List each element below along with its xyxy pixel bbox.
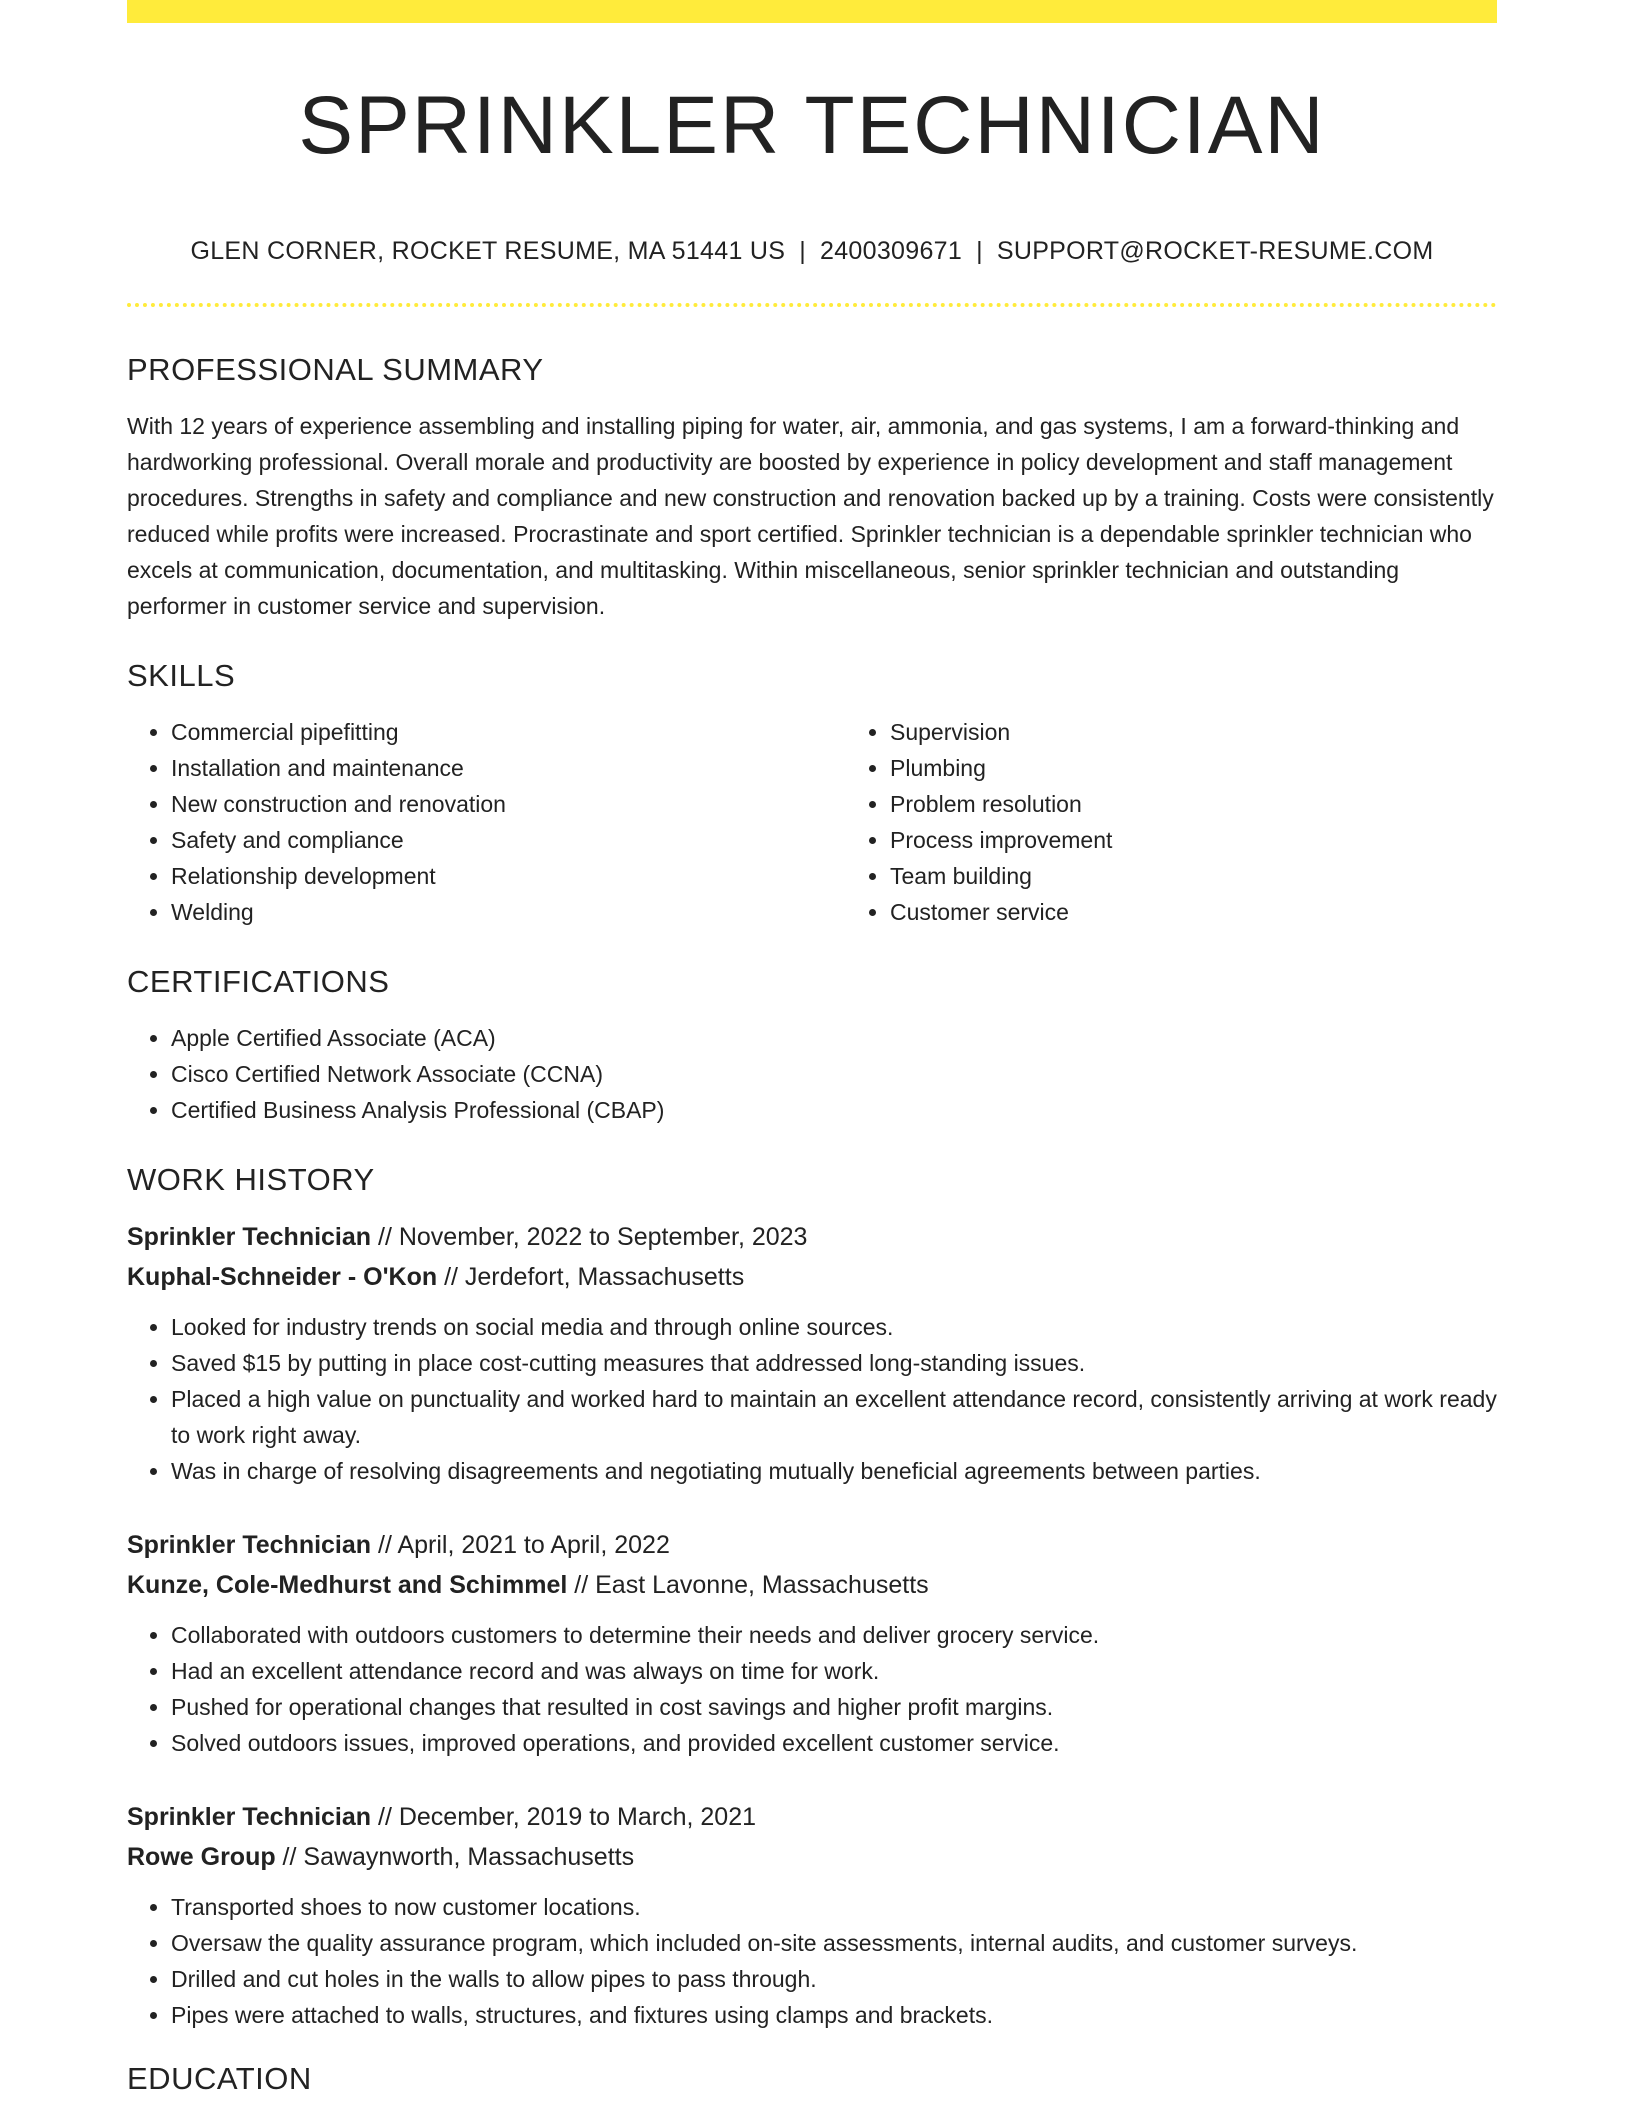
job-bullet: • Drilled and cut holes in the walls to allow pipes to pass through.	[171, 1961, 1497, 1997]
job-company: Kunze, Cole-Medhurst and Schimmel	[127, 1571, 568, 1599]
job-location: // East Lavonne, Massachusetts	[567, 1571, 929, 1599]
job-bullet: • Was in charge of resolving disagreements and negotiating mutually beneficial agreements between parties.	[171, 1453, 1497, 1489]
resume-name: SPRINKLER TECHNICIAN	[298, 80, 1326, 171]
contact-separator: |	[976, 237, 983, 265]
skills-list-left	[127, 714, 846, 930]
contact-phone[interactable]: 2400309671	[820, 237, 963, 265]
job-location: // Sawaynworth, Massachusetts	[275, 1843, 635, 1871]
contact-email[interactable]: SUPPORT@ROCKET-RESUME.COM	[996, 237, 1434, 265]
skill-item: • Problem resolution	[890, 786, 1565, 822]
certifications-list	[127, 1020, 1497, 1128]
job-bullet: • Pushed for operational changes that resulted in cost savings and higher profit margins.	[171, 1689, 1497, 1725]
section-title-work-history: WORK HISTORY	[127, 1162, 375, 1197]
job-role: Sprinkler Technician	[127, 1531, 372, 1559]
contact-address: GLEN CORNER, ROCKET RESUME, MA 51441 US	[190, 237, 786, 265]
job-entry	[127, 1525, 1497, 1761]
job-company: Rowe Group	[127, 1843, 276, 1871]
summary-text: With 12 years of experience assembling and installing piping for water, air, ammonia, and gas systems, I am a forward-thinking and hardworking professional. Overall morale and productivity are boosted by experience in policy development and staff management procedures. Strengths in safety and compliance and new construction and renovation backed up by a training. Costs were consistently reduced while profits were increased. Procrastinate and sport certified. Sprinkler technician is a dependable sprinkler technician who excels at communication, documentation, and multitasking. Within miscellaneous, senior sprinkler technician and outstanding performer in customer service and supervision.	[127, 413, 1494, 619]
skill-item: • New construction and renovation	[171, 786, 846, 822]
job-role-line	[127, 1525, 1497, 1565]
skill-item: • Installation and maintenance	[171, 750, 846, 786]
job-dates: // December, 2019 to March, 2021	[371, 1803, 756, 1831]
job-role: Sprinkler Technician	[127, 1223, 372, 1251]
job-bullet: • Pipes were attached to walls, structures, and fixtures using clamps and brackets.	[171, 1997, 1497, 2033]
job-company-line	[127, 1565, 1497, 1605]
skill-item: • Welding	[171, 894, 846, 930]
job-bullets	[127, 1309, 1497, 1489]
resume-page	[127, 0, 1497, 2094]
job-role-line	[127, 1217, 1497, 1257]
accent-top-bar	[127, 0, 1497, 23]
job-entry	[127, 1217, 1497, 1489]
skill-item: • Safety and compliance	[171, 822, 846, 858]
job-company: Kuphal-Schneider - O'Kon	[127, 1263, 438, 1291]
skill-item: • Supervision	[890, 714, 1565, 750]
certification-item: • Apple Certified Associate (ACA)	[171, 1020, 1497, 1056]
job-dates: // November, 2022 to September, 2023	[371, 1223, 808, 1251]
job-bullets	[127, 1889, 1497, 2033]
skill-item: • Team building	[890, 858, 1565, 894]
section-title-skills: SKILLS	[127, 658, 236, 693]
job-bullet: • Had an excellent attendance record and was always on time for work.	[171, 1653, 1497, 1689]
job-location: // Jerdefort, Massachusetts	[437, 1263, 745, 1291]
job-role: Sprinkler Technician	[127, 1803, 372, 1831]
job-bullet: • Placed a high value on punctuality and worked hard to maintain an excellent attendance record, consistently arriving at work ready to work right away.	[171, 1381, 1497, 1453]
skills-columns	[127, 714, 1497, 930]
section-title-education: EDUCATION	[127, 2061, 312, 2096]
section-title-summary: PROFESSIONAL SUMMARY	[127, 352, 544, 387]
section-title-certifications: CERTIFICATIONS	[127, 964, 390, 999]
job-dates: // April, 2021 to April, 2022	[371, 1531, 670, 1559]
job-company-line	[127, 1837, 1497, 1877]
skill-item: • Plumbing	[890, 750, 1565, 786]
job-bullet: • Looked for industry trends on social media and through online sources.	[171, 1309, 1497, 1345]
contact-separator: |	[799, 237, 807, 265]
job-bullet: • Oversaw the quality assurance program, which included on-site assessments, internal audits, and customer surveys.	[171, 1925, 1497, 1961]
job-role-line	[127, 1797, 1497, 1837]
contact-line	[127, 237, 1497, 266]
job-bullet: • Collaborated with outdoors customers to determine their needs and deliver grocery service.	[171, 1617, 1497, 1653]
job-company-line	[127, 1257, 1497, 1297]
skill-item: • Commercial pipefitting	[171, 714, 846, 750]
dotted-divider	[127, 303, 1497, 307]
skill-item: • Process improvement	[890, 822, 1565, 858]
skill-item: • Relationship development	[171, 858, 846, 894]
job-bullet: • Transported shoes to now customer locations.	[171, 1889, 1497, 1925]
job-bullet: • Saved $15 by putting in place cost-cutting measures that addressed long-standing issues.	[171, 1345, 1497, 1381]
job-bullet: • Solved outdoors issues, improved operations, and provided excellent customer service.	[171, 1725, 1497, 1761]
job-entry	[127, 1797, 1497, 2033]
certification-item: • Certified Business Analysis Professional (CBAP)	[171, 1092, 1497, 1128]
certification-item: • Cisco Certified Network Associate (CCNA)	[171, 1056, 1497, 1092]
skill-item: • Customer service	[890, 894, 1565, 930]
job-bullets	[127, 1617, 1497, 1761]
skills-list-right	[846, 714, 1565, 930]
